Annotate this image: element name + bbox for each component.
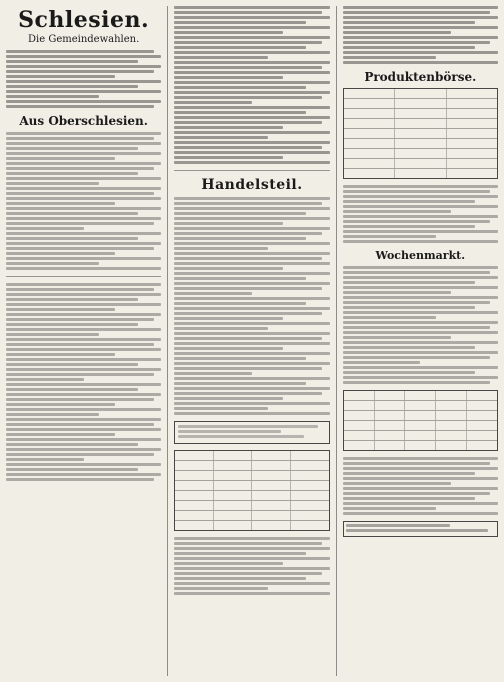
separator xyxy=(174,170,329,171)
article-text xyxy=(343,266,498,384)
info-box xyxy=(174,421,329,444)
column-3 xyxy=(343,6,498,676)
masthead-title: Schlesien. xyxy=(18,7,150,33)
article-text xyxy=(174,6,329,164)
advertisement-box xyxy=(343,521,498,537)
price-table xyxy=(343,88,498,179)
article-text xyxy=(6,50,161,108)
masthead-subtitle: Die Gemeindewahlen. xyxy=(28,34,140,45)
market-table-2 xyxy=(343,390,498,451)
section-subtitle-wochenmarkt: Wochenmarkt. xyxy=(375,249,466,262)
columns xyxy=(6,6,498,676)
article-text xyxy=(6,283,161,481)
column-2 xyxy=(174,6,329,676)
section-title-oberschlesien: Aus Oberschlesien. xyxy=(19,114,148,128)
separator xyxy=(6,276,161,277)
market-table xyxy=(174,450,329,531)
article-text xyxy=(343,6,498,64)
column-divider xyxy=(336,6,337,676)
section-title-handelsteil: Handelsteil. xyxy=(201,177,303,193)
article-text xyxy=(174,537,329,595)
article-text xyxy=(6,132,161,270)
section-title-produktenboerse: Produktenbörse. xyxy=(364,70,477,84)
article-text xyxy=(174,197,329,415)
article-text xyxy=(343,185,498,243)
column-divider xyxy=(167,6,168,676)
article-text xyxy=(343,457,498,515)
column-1 xyxy=(6,6,161,676)
